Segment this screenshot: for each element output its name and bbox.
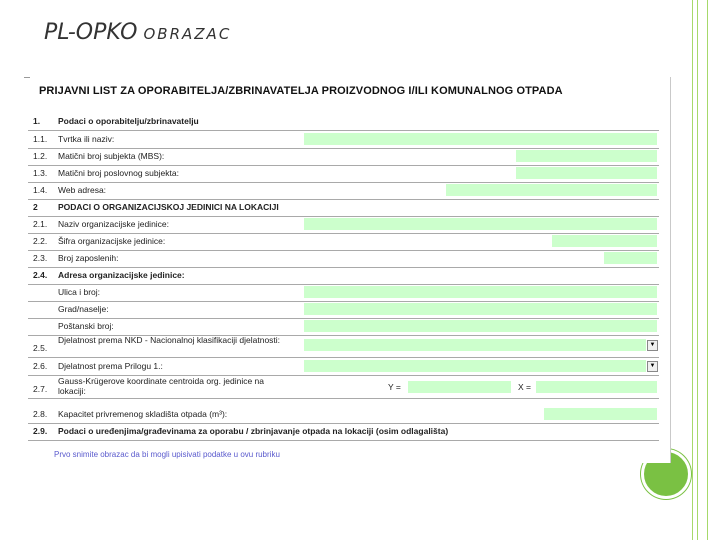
y-coordinate-label: Y = bbox=[388, 382, 401, 392]
row-number: 2.9. bbox=[33, 426, 48, 436]
slide-title-main: PL-OPKO bbox=[44, 20, 138, 45]
chevron-down-icon[interactable]: ▼ bbox=[647, 361, 658, 372]
row-number: 2.8. bbox=[33, 409, 48, 419]
form-corner-mark bbox=[24, 77, 30, 78]
company-name-field[interactable] bbox=[304, 133, 657, 145]
row-label: Ulica i broj: bbox=[58, 287, 101, 297]
row-coordinates bbox=[28, 376, 659, 399]
row-number: 1.2. bbox=[33, 151, 48, 161]
section-1-title: Podaci o oporabitelju/zbrinavatelju bbox=[58, 116, 199, 126]
row-number: 1. bbox=[33, 116, 41, 126]
nkd-activity-select[interactable] bbox=[304, 339, 646, 351]
row-number: 2.1. bbox=[33, 219, 48, 229]
row-number: 2.7. bbox=[33, 384, 48, 394]
row-label: Naziv organizacijske jedinice: bbox=[58, 219, 170, 229]
street-field[interactable] bbox=[304, 286, 657, 298]
row-label: Poštanski broj: bbox=[58, 321, 114, 331]
row-label: Šifra organizacijske jedinice: bbox=[58, 236, 166, 246]
unit-name-field[interactable] bbox=[304, 218, 657, 230]
row-mbs bbox=[28, 148, 659, 166]
x-coordinate-field[interactable] bbox=[536, 381, 657, 393]
section-1-row bbox=[28, 113, 659, 131]
row-facilities bbox=[28, 423, 659, 441]
frame-line bbox=[697, 0, 698, 540]
row-label: Kapacitet privremenog skladišta otpada (m³): bbox=[58, 409, 228, 419]
y-coordinate-field[interactable] bbox=[408, 381, 511, 393]
mbs-field[interactable] bbox=[516, 150, 657, 162]
row-label: Matični broj poslovnog subjekta: bbox=[58, 168, 179, 178]
row-label: Broj zaposlenih: bbox=[58, 253, 119, 263]
row-label: Tvrtka ili naziv: bbox=[58, 134, 115, 144]
section-2-title: PODACI O ORGANIZACIJSKOJ JEDINICI NA LOKACIJI bbox=[58, 202, 279, 212]
slide-title-suffix: OBRAZAC bbox=[143, 25, 232, 43]
save-form-note: Prvo snimite obrazac da bi mogli upisivati podatke u ovu rubriku bbox=[54, 450, 280, 459]
business-id-field[interactable] bbox=[516, 167, 657, 179]
row-label: Grad/naselje: bbox=[58, 304, 109, 314]
row-employees bbox=[28, 250, 659, 268]
row-label: Matični broj subjekta (MBS): bbox=[58, 151, 165, 161]
row-postal-code bbox=[28, 318, 659, 336]
row-unit-code bbox=[28, 233, 659, 251]
form-image bbox=[24, 77, 671, 463]
slide-title bbox=[44, 20, 231, 45]
section-2-row bbox=[28, 199, 659, 217]
row-storage-capacity bbox=[28, 406, 659, 424]
storage-capacity-field[interactable] bbox=[544, 408, 657, 420]
web-address-field[interactable] bbox=[446, 184, 657, 196]
row-number: 2.2. bbox=[33, 236, 48, 246]
row-label: Djelatnost prema Prilogu 1.: bbox=[58, 361, 163, 371]
employees-field[interactable] bbox=[604, 252, 657, 264]
frame-line bbox=[692, 0, 693, 540]
row-unit-name bbox=[28, 216, 659, 234]
x-coordinate-label: X = bbox=[518, 382, 531, 392]
annex-activity-select[interactable] bbox=[304, 360, 646, 372]
row-web-address bbox=[28, 182, 659, 200]
row-number: 2.6. bbox=[33, 361, 48, 371]
row-number: 1.4. bbox=[33, 185, 48, 195]
city-field[interactable] bbox=[304, 303, 657, 315]
row-number: 1.1. bbox=[33, 134, 48, 144]
row-number: 2.4. bbox=[33, 270, 48, 280]
row-number: 2.5. bbox=[33, 343, 48, 353]
row-number: 2 bbox=[33, 202, 38, 212]
row-business-id bbox=[28, 165, 659, 183]
row-company-name bbox=[28, 131, 659, 149]
frame-line bbox=[707, 0, 708, 540]
postal-code-field[interactable] bbox=[304, 320, 657, 332]
unit-code-field[interactable] bbox=[552, 235, 657, 247]
row-label: Podaci o uređenjima/građevinama za oporabu / zbrinjavanje otpada na lokaciji (osim odlagališta) bbox=[58, 426, 449, 436]
row-nkd-activity bbox=[28, 335, 659, 358]
row-unit-address bbox=[28, 267, 659, 285]
row-street bbox=[28, 284, 659, 302]
row-number: 2.3. bbox=[33, 253, 48, 263]
row-city bbox=[28, 301, 659, 319]
row-label: Adresa organizacijske jedinice: bbox=[58, 270, 185, 280]
row-label: Gauss-Krügerove koordinate centroida org. jedinice na lokaciji: bbox=[58, 376, 265, 396]
row-label: Djelatnost prema NKD - Nacionalnoj klasifikaciji djelatnosti: bbox=[58, 335, 281, 345]
chevron-down-icon[interactable]: ▼ bbox=[647, 340, 658, 351]
form-heading: PRIJAVNI LIST ZA OPORABITELJA/ZBRINAVATELJA PROIZVODNOG I/ILI KOMUNALNOG OTPADA bbox=[39, 85, 563, 97]
row-label: Web adresa: bbox=[58, 185, 107, 195]
row-number: 1.3. bbox=[33, 168, 48, 178]
row-annex-activity bbox=[28, 358, 659, 376]
